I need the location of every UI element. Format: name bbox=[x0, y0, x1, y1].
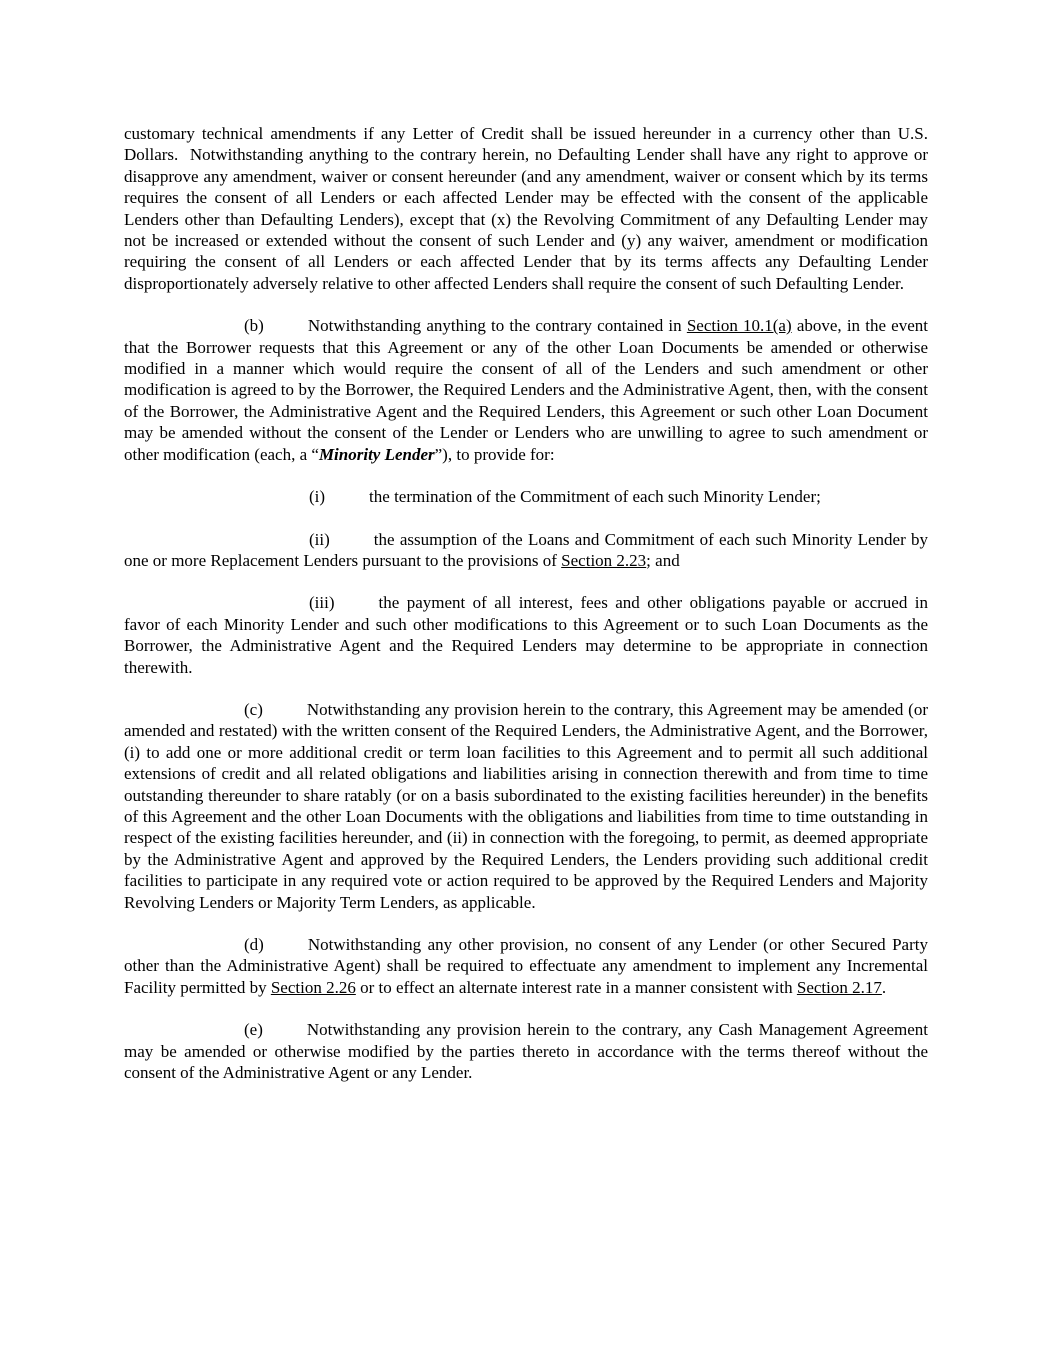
paragraph-b bbox=[124, 315, 928, 465]
text-run: ; and bbox=[646, 550, 680, 570]
text-run: the assumption of the Loans and Commitment of each such Minority Lender by one or more Replacement Lenders pursuant to the provisions of bbox=[124, 529, 928, 570]
text-run: (b) bbox=[244, 316, 264, 336]
paragraph-intro bbox=[124, 123, 928, 294]
section-reference: Section 10.1(a) bbox=[686, 316, 792, 336]
text-run: . bbox=[881, 977, 887, 997]
paragraph-c bbox=[124, 699, 928, 913]
text-run: Notwithstanding any provision herein to the contrary, any Cash Management Agreement may be amended or otherwise modified by the parties thereto in accordance with the terms thereof without the consent of the Administrative Agent or any Lender. bbox=[124, 1020, 928, 1083]
text-run: the termination of the Commitment of each such Minority Lender; bbox=[369, 487, 821, 507]
text-run: or to effect an alternate interest rate in a manner consistent with bbox=[355, 977, 797, 997]
text-run: (ii) bbox=[309, 529, 330, 549]
paragraph-e bbox=[124, 1019, 928, 1083]
paragraph-item-iii bbox=[124, 592, 928, 678]
section-reference: Section 2.17 bbox=[796, 977, 882, 997]
text-run: customary technical amendments if any Letter of Credit shall be issued hereunder in a currency other than U.S. Dollars. Notwithstanding anything to the contrary herein, no Defaulting Lender shall have any right to approve or disapprove any amendment, waiver or consent hereunder (and any amendment, waiver or consent which by its terms requires the consent of all Lenders or each affected Lender may be effected with the consent of the applicable Lenders other than Defaulting Lenders), except that (x) the Revolving Commitment of any Defaulting Lender may not be increased or extended without the consent of such Lender and (y) any waiver, amendment or modification requiring the consent of all Lenders or each affected Lender that by its terms affects any Defaulting Lender disproportionately adversely relative to other affected Lenders shall require the consent of such Defaulting Lender. bbox=[124, 124, 928, 293]
section-reference: Section 2.26 bbox=[270, 977, 356, 997]
text-run: the payment of all interest, fees and other obligations payable or accrued in favor of each Minority Lender and such other modifications to this Agreement or to such Loan Documents as the Borrower, the Administrative Agent and the Required Lenders may determine to be appropriate in connection therewith. bbox=[124, 593, 928, 677]
text-run: ”), to provide for: bbox=[434, 444, 555, 464]
text-run: Notwithstanding any provision herein to the contrary, this Agreement may be amended (or amended and restated) with the written consent of the Required Lenders, the Administrative Agent, and the Borrower, (i) to add one or more additional credit or term loan facilities to this Agreement and to permit all such additional extensions of credit and all related obligations and liabilities arising in connection therewith and from time to time outstanding thereunder to share ratably (or on a basis subordinated to the existing facilities hereunder) in the benefits of this Agreement and the other Loan Documents with the obligations and liabilities from time to time outstanding in respect of the existing facilities hereunder, and (ii) in connection with the foregoing, to permit, as deemed appropriate by the Administrative Agent and approved by the Required Lenders, the Lenders providing such additional credit facilities to participate in any required vote or action required to be approved by the Required Lenders and Majority Revolving Lenders or Majority Term Lenders, as applicable. bbox=[124, 699, 928, 912]
text-run: Notwithstanding any other provision, no consent of any Lender (or other Secured Party other than the Administrative Agent) shall be required to effectuate any amendment to implement any Incremental Facility permitted by bbox=[124, 935, 928, 997]
section-reference: Section 2.23 bbox=[561, 550, 647, 570]
text-run: (c) bbox=[244, 699, 263, 719]
text-run: above, in the event that the Borrower requests that this Agreement or any of the other Loan Documents be amended or otherwise modified in a manner which would require the consent of all of the Lenders and such amendment or other modification is agreed to by the Borrower, the Required Lenders and the Administrative Agent, then, with the consent of the Borrower, the Administrative Agent and the Required Lenders, this Agreement or such other Loan Document may be amended without the consent of the Lender or Lenders who are unwilling to agree to such amendment or other modification (each, a “ bbox=[124, 316, 929, 464]
paragraph-item-ii bbox=[124, 529, 928, 572]
text-run: (i) bbox=[309, 487, 326, 507]
text-run: (iii) bbox=[309, 593, 335, 613]
document-content bbox=[124, 123, 928, 1083]
paragraph-d bbox=[124, 934, 928, 998]
text-run: Notwithstanding anything to the contrary contained in bbox=[307, 316, 687, 336]
text-run: (e) bbox=[244, 1020, 263, 1040]
text-run: (d) bbox=[244, 935, 264, 954]
paragraph-item-i bbox=[124, 486, 928, 507]
defined-term: Minority Lender bbox=[318, 444, 435, 464]
